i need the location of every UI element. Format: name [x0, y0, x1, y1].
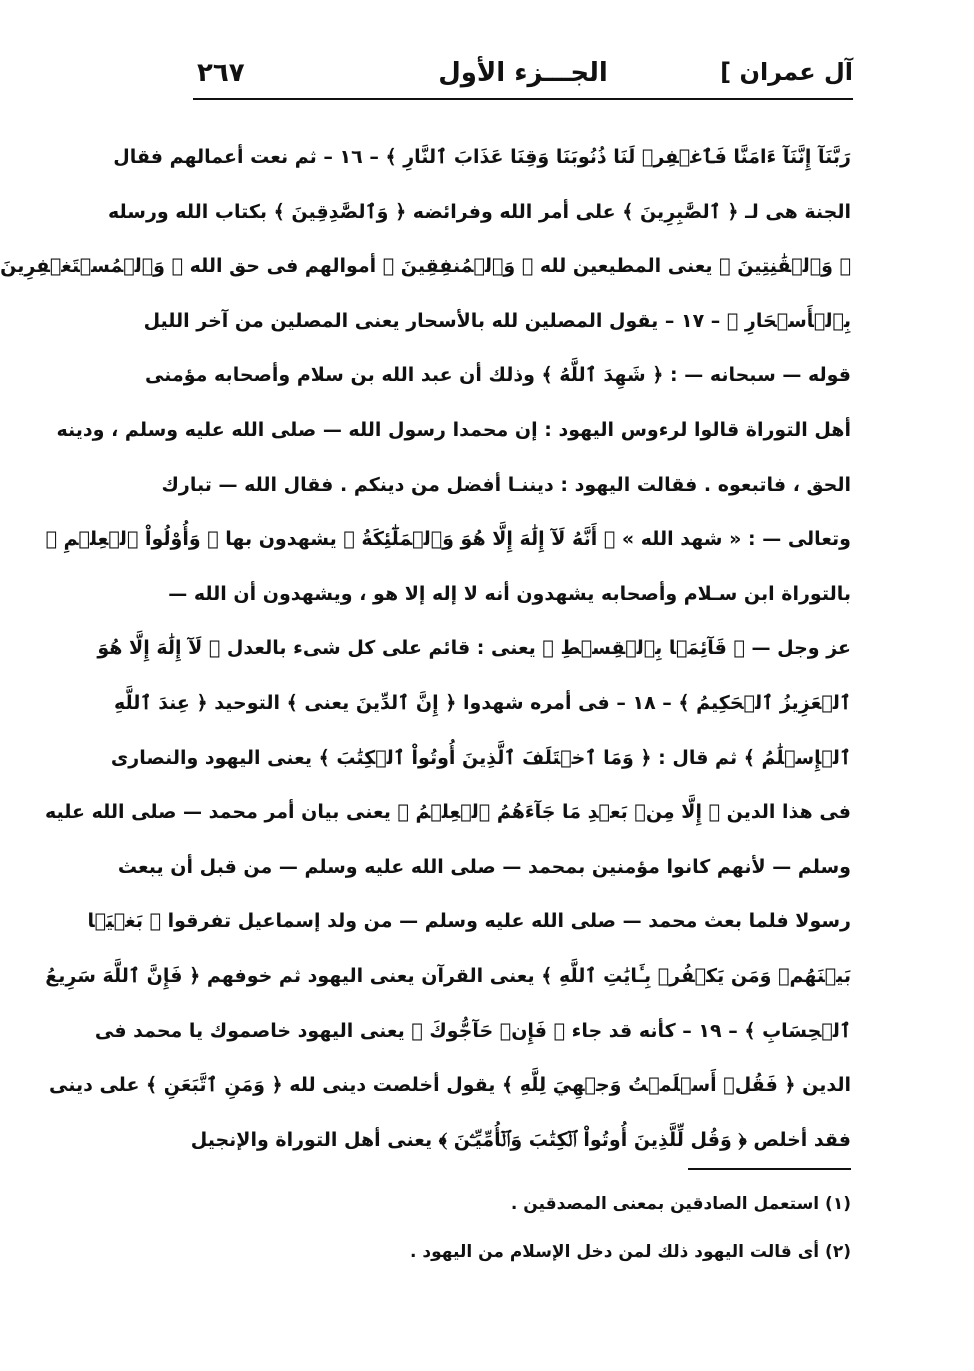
- text-line: وتعالى — : « شهد الله » ﴿ أَنَّهُ لَآ إِلَٰهَ إِلَّا هُوَ وَٱلۡمَلَٰٓئِكَةُ ﴾ يشهدون بها ﴿ وَأُوْلُواْ ٱلۡعِلۡمِ ﴾: [45, 528, 851, 551]
- footnote-divider: [688, 1168, 851, 1170]
- text-line: قوله — سبحانه — : ﴿ شَهِدَ ٱللَّهُ ﴾ وذلك أن عبد الله بن سلام وأصحابه مؤمنى: [145, 364, 851, 387]
- header-divider: [193, 98, 853, 100]
- text-line: عز وجل — ﴿ قَآئِمَۢا بِٱلۡقِسۡطِ ﴾ يعنى : قائم على كل شىء بالعدل ﴿ لَآ إِلَٰهَ إِلَّا هُوَ: [97, 637, 851, 660]
- footnote: (٢) أى قالت اليهود ذلك لمن دخل الإسلام من اليهود .: [410, 1242, 851, 1262]
- text-line: ٱلۡعَزِيزُ ٱلۡحَكِيمُ ﴾ – ١٨ – فى أمره شهدوا ﴿ إِنَّ ٱلدِّينَ يعنى ﴾ التوحيد ﴿ عِندَ ٱللَّهِ: [114, 691, 851, 714]
- text-line: فى هذا الدين ﴿ إِلَّا مِنۢ بَعۡدِ مَا جَآءَهُمُ ٱلۡعِلۡمُ ﴾ يعنى بيان أمر محمد — صلى الله عليه: [44, 801, 851, 824]
- page-header: [193, 52, 853, 98]
- text-line: وسلم — لأنهم كانوا مؤمنين بمحمد — صلى الله عليه وسلم — من قبل أن يبعث: [117, 855, 851, 878]
- part-title: الجـــزء الأول: [438, 58, 608, 88]
- text-line: الدين ﴿ فَقُلۡ أَسۡلَمۡتُ وَجۡهِيَ لِلَّهِ ﴾ يقول أخلصت دينى لله ﴿ وَمَنِ ٱتَّبَعَنِ ﴾ على دينى: [48, 1074, 851, 1097]
- text-line: ﴿ وَٱلۡقَٰنِتِينَ ﴾ يعنى المطيعين لله ﴿ وَٱلۡمُنفِقِينَ ﴾ أموالهم فى حق الله ﴿ وَٱلۡمُسۡتَغۡفِرِينَ: [0, 255, 851, 278]
- page-number: ٢٦٧: [197, 58, 245, 88]
- text-line: الجنة هى لـ ﴿ ٱلصَّٰبِرِينَ ﴾ على أمر الله وفرائضه ﴿ وَٱلصَّٰدِقِينَ ﴾ بكتاب الله ورسله: [107, 200, 851, 223]
- text-line: أهل التوراة قالوا لرءوس اليهود : إن محمدا رسول الله — صلى الله عليه وسلم ، ودينه: [56, 418, 851, 441]
- text-line: الحق ، فاتبعوه . فقالت اليهود : ديننـا أفضل من دينكم . فقال الله — تبارك: [161, 473, 851, 496]
- text-line: بالتوراة ابن سـلام وأصحابه يشهدون أنه لا إله إلا هو ، ويشهدون أن الله —: [168, 582, 851, 605]
- footnotes: [191, 1180, 851, 1276]
- body-text: [0, 130, 851, 1167]
- text-line: ٱلۡحِسَابِ ﴾ – ١٩ – كأنه قد جاء ﴿ فَإِنۡ حَآجُّوكَ ﴾ يعنى اليهود خاصموك يا محمد فى: [94, 1019, 851, 1042]
- surah-title: آل عمران ]: [720, 58, 853, 86]
- text-line: بَيۡنَهُمۡ وَمَن يَكۡفُرۡ بِـَٔايَٰتِ ٱللَّهِ ﴾ يعنى القرآن يعنى اليهود ثم خوفهم ﴿ فَإِنَّ ٱللَّهَ سَرِيعُ: [45, 964, 851, 987]
- text-line: رسولا فلما بعث محمد — صلى الله عليه وسلم — من ولد إسماعيل تفرقوا ﴿ بَغۡيَۢا: [87, 910, 851, 933]
- text-line: رَبَّنَآ إِنَّنَآ ءَامَنَّا فَٱغۡفِرۡ لَنَا ذُنُوبَنَا وَقِنَا عَذَابَ ٱلنَّارِ ﴾ – ١٦ – ثم نعت أعمالهم فقال: [113, 146, 851, 168]
- footnote: (١) استعمل الصادقين بمعنى المصدقين .: [510, 1194, 851, 1214]
- text-line: فقد أخلص ﴿ وَقُل لِّلَّذِينَ أُوتُواْ ٱلۡكِتَٰبَ وَٱلۡأُمِّيِّـۧنَ ﴾ يعنى أهل التوراة والإنجيل: [190, 1128, 851, 1151]
- text-line: بِٱلۡأَسۡحَارِ ﴾ – ١٧ – يقول المصلين لله بالأسحار يعنى المصلين من آخر الليل: [143, 309, 851, 332]
- text-line: ٱلۡإِسۡلَٰمُ ﴾ ثم قال : ﴿ وَمَا ٱخۡتَلَفَ ٱلَّذِينَ أُوتُواْ ٱلۡكِتَٰبَ ﴾ يعنى اليهود والنصارى: [110, 746, 851, 769]
